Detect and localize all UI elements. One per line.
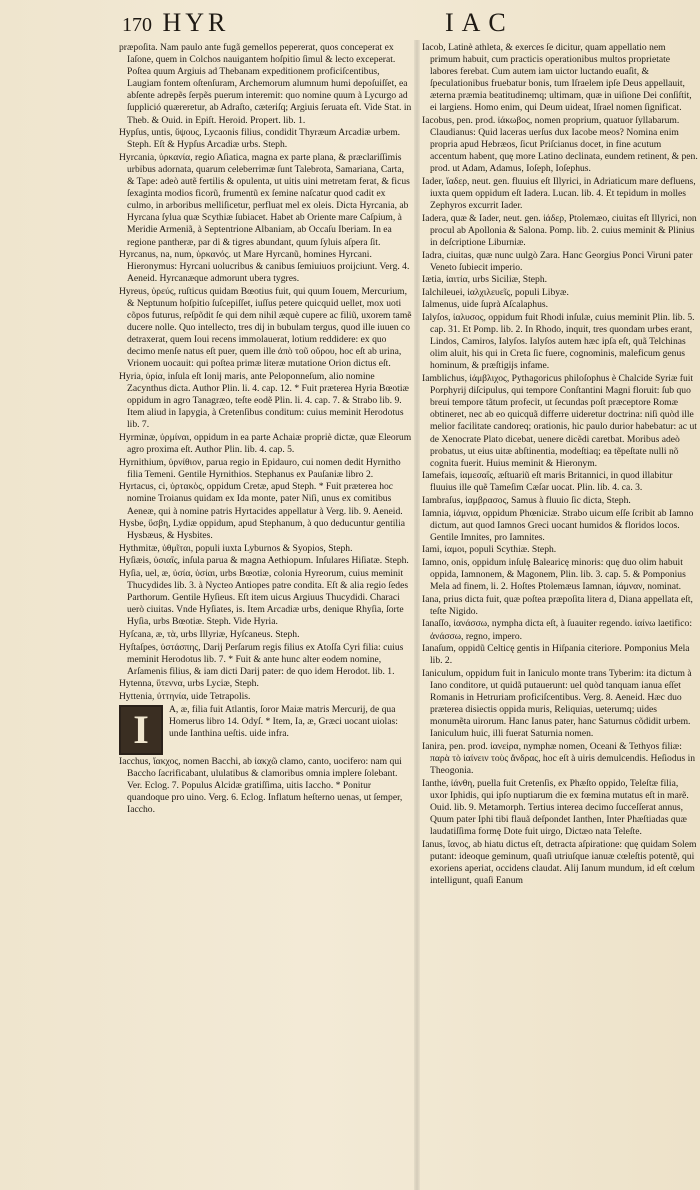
dictionary-entry [119,152,413,249]
dictionary-entry [119,691,413,703]
entry-text: Hytenna, ὕτεννα, urbs Lyciæ, Steph. [119,678,259,690]
dictionary-entry [422,274,698,286]
decorated-initial [119,705,163,755]
entry-text: Iamnia, ἰάμνια, oppidum Phœniciæ. Strabo uicum eſſe ſcribit ab Iamno dictum, aut quod Iamnos Greci uocant humidos & floridos locos. Gentile Imnites, pro Iamnites. [422,507,694,543]
dictionary-entry [422,213,698,249]
dictionary-entry [422,495,698,507]
page-number: 170 [122,14,152,36]
dictionary-entry [422,668,698,741]
running-head-left-word: HYR [162,8,230,37]
dictionary-entry [119,518,413,542]
entry-text: Ianiculum, oppidum fuit in Ianiculo monte trans Tyberim: ita dictum à Iano conditore, ut quidã putauerunt: uel quòd tanquam ianua eſſet Romanis in Hetruriam proficiſcentibus. Verg. 8. Aeneid. Hæc duo præterea disiectis oppida muris, Reliquias, ueterumq; uides monumẽta uirorum. Hanc Ianus pater, hanc Saturnus cõdidit urbem. Ianiculum huic, illi fuerat Saturnia nomen. [422,667,692,740]
entry-text: Hyria, ὑρία, inſula eſt Ionij maris, ante Peloponneſum, alio nomine Zacynthus dicta. Author Plin. li. 4. cap. 12. * Fuit præterea Hyria Bœotiæ oppidum in agro Tanagræo, teſte eodẽ Plin. li. 4. cap. 7. & Strabo lib. 9. Item aliud in Iapygia, à Cretenſibus conditum: cuius meminit Herodotus lib. 7. [119,371,409,431]
dictionary-entry [422,115,698,175]
dictionary-entry [119,432,413,456]
entry-text: præpoſita. Nam paulo ante fugã gemellos pepererat, quos conceperat ex Iaſone, quem in Colchos nauigantem hoſpitio ſimul & lecto exceperat. Poſtea quum Argiuis ad Thebanam expeditionem proficiſcentibus, Laugiam fontem oſtenſuram, Archemorum alumnum humi depoſuiſſet, ea abſente adrepẽs ſerpẽs puerum interemit: quo nomine quum à Lycurgo ad ſupplició quæreretur, ab Adraſto, cæteriſq; Argiuis ſeruata eſt. Vide Stat. in Theb. & Ouid. in Epiſt. Heroid. Propert. lib. 1. [119,42,412,126]
dictionary-entry [119,481,413,517]
column-gutter [414,40,420,1190]
entry-text: Hythmitæ, ὑθμῖται, populi iuxta Lyburnos & Syopios, Steph. [119,542,353,554]
entry-text: Ialyſos, ἰαλυσος, oppidum fuit Rhodi inſulæ, cuius meminit Plin. lib. 5. cap. 31. Et Pomp. lib. 2. In Rhodo, inquit, tres quondam urbes erant, Lindos, Camiros, Ialyſos. Ialyſos autem hæc ipſa eſt, quã Telchinas olim aluit, his qui in Creta ſic fuere, cognominis, maleficum genus hominum, & præſtigijs infame. [422,312,695,372]
entry-text: Hyrcania, ὑρκανία, regio Aſiatica, magna ex parte plana, & præclariſſimis urbibus adornata, quarum celeberrimæ ſunt Talebrota, Samariana, Carta, & Tape: adeò autẽ fertilis & opulenta, ut uitis uini metretam ferat, & ficus ſexaginta modios ficorũ, frumentũ ex ſemine naſcatur quod cadit ex culmo, in arboribus melliſicetur, perfluat mel ex oleis. Dicta Hyrcania, ab Hyrcana ſylua quæ Scythiæ ſubiacet. Habet ab Oriente mare Caſpium, à Meridie Armeniã, à Septentrione Albaniam, ab Occaſu Iberiam. In ea regione pantheræ, par di & tigres abundant, quum ſyluis aſpera ſit. [119,151,410,248]
left-column [119,42,413,1178]
entry-text: Hyſiæis, ὑσιαΐς, inſula parua & magna Aethiopum. Inſulares Hiſiatæ. Steph. [119,555,409,567]
entry-text: Hyrtacus, ci, ὑρτακὸς, oppidum Cretæ, apud Steph. * Fuit præterea hoc nomine Troianus quidam ex Ida monte, pater Niſi, unus ex comitibus Aeneæ, qui à nomine patris Hyrtacides appellatur à Verg. lib. 9. Aeneid. [119,481,403,517]
entry-text: Iacob, Latinè athleta, & exerces ſe dicitur, quam appellatio nem primum habuit, cum practicis operationibus multos proprietate labores ferebat. Cum autem iam uictor luctando euaſit, & ſpeculationibus fruebatur bonis, tum Iſraelem ipſe Deus appellauit, æterna præmia beatitudinemq; ultimam, quæ in uiſione Dei conſiſtit, ei largiens. Homo enim, qui Deum uideat, Iſrael nomen ſignificat. [422,42,692,114]
entry-text: Iamefais, ἰαμεσαΐς, æſtuariũ eſt maris Britannici, in quod illabitur fluuius ille quẽ Tameſim Cæſar uocat. Plin. lib. 4. ca. 3. [422,470,673,494]
dictionary-entry [422,250,698,274]
dictionary-entry [119,457,413,481]
dictionary-entry [119,249,413,285]
entry-text: Hyſtaſpes, ὑστάσπης, Darij Perſarum regis filius ex Atoſſa Cyri filia: cuius meminit Herodotus lib. 7. * Fuit & ante hunc alter eodem nomine, Arſamenis filius, & iam dicti Darij pater: de quo idem Herodot. lib. 1. [119,641,404,677]
entry-text: Iacchus, ἴακχος, nomen Bacchi, ab ἰακχῶ clamo, canto, uocifero: nam qui Baccho ſacrificabant, ululatibus & clamoribus omnia implere ſolebant. Ver. Eclog. 7. Populus Alcidæ gratiſſima, uitis Iaccho. * Ponitur quandoque pro uino. Verg. 6. Eclog. Inflatum heſterno uenas, ut ſemper, Iaccho. [119,756,403,816]
dictionary-entry [119,555,413,567]
entry-text: Ianira, pen. prod. ἰανείρα, nymphæ nomen, Oceani & Tethyos filiæ: παρὰ τὸ ἰαίνειν τοὺς ἄνδρας, hoc eſt à uiris demulcendis. Heſiodus in Theogonia. [422,740,696,777]
dictionary-entry [422,594,698,618]
dictionary-entry [422,508,698,544]
dictionary-entry [422,176,698,212]
entry-text: Ianaſum, oppidũ Celticę gentis in Hiſpania citeriore. Pomponius Mela lib. 2. [422,643,690,667]
dictionary-entry [119,371,413,431]
dictionary-entry [119,756,413,816]
dictionary-entry [422,312,698,372]
entry-text: Hyrminæ, ὑρμίναι, oppidum in ea parte Achaiæ propriè dictæ, quæ Eleorum agro proxima eſt. Author Plin. lib. 4. cap. 5. [119,432,412,456]
entry-text: Ialchileuei, ἰαλχιλευεῖς, populi Libyæ. [422,286,569,298]
entry-text: Ianthe, ἰάνθη, puella fuit Cretenſis, ex Phæſto oppido, Teleſtæ filia, uxor Iphidis, qui ipſo nuptiarum die ex fœmina mutatus eſt in marẽ. Ouid. lib. 9. Metamorph. Tertius interea decimo ſucceſſerat annus, Quum pater Iphi tibi flauã deſpondet Ianthen, Inter Phæſtiadas quæ laudatiſſima formę Dote fuit uirgo, Dictæo nata Teleſte. [422,777,689,837]
entry-text: A, æ, filia fuit Atlantis, ſoror Maiæ matris Mercurij, de qua Homerus libro 14. Odyſ. * Item, Ia, æ, Græci uocant uiolas: unde Ianthina ueſtis. uide infra. [169,703,398,739]
dictionary-entry [422,42,698,115]
running-head-left [122,10,229,36]
entry-text: Hyrnithium, ὑρνίθιον, parua regio in Epidauro, cui nomen dedit Hyrnitho filia Temeni. Gentile Hyrnithios. Stephanus ex Pauſaniæ libro 2. [119,456,401,480]
dictionary-entry [422,373,698,470]
decorated-initial-letter: I [133,706,149,752]
entry-text: Iadera, quæ & Iader, neut. gen. ἰάδερ, Ptolemæo, ciuitas eſt Illyrici, non procul ab Apollonia & Salona. Pomp. lib. 2. cuius meminit & Plinius in deſcriptione Liburniæ. [422,212,697,248]
entry-text: Hyrcanus, na, num, ὑρκανός. ut Mare Hyrcanũ, homines Hyrcani. Hieronymus: Hyrcani uolucribus & canibus ſemiuiuos proijciunt. Verg. 4. Aeneid. Hyrcanæque admorunt ubera tygres. [119,249,410,285]
entry-text: Hypſus, untis, ὕψους, Lycaonis filius, condidit Thyræum Arcadiæ urbem. Steph. Eſt & Hypſus Arcadiæ urbs. Steph. [119,127,401,151]
entry-text: Hyſia, uel, æ, ὑσία, ὑσίαι, urbs Bœotiæ, colonia Hyreorum, cuius meminit Thucydides lib. 3. à Nycteo Antiopes patre condita. Eſt & alia regio ſedes Parthorum. Gentile Hyſieus. Eſt item uicus Argiuus Thucydidi. Characi uerò ciuitas. Vnde Hyſiates, is. Item Arcadiæ urbs, denique Rhyſia, ſorte Hyſia, urbs Bœotiæ. Steph. Vide Hyria. [119,568,409,628]
entry-text: Iadra, ciuitas, quæ nunc uulgò Zara. Hanc Georgius Ponci Viruni pater Veneto ſubiecit imperio. [422,249,693,273]
entry-text: Iader, ἴαδερ, neut. gen. fluuius eſt Illyrici, in Adriaticum mare defluens, iuxta quem oppidum eſt Iadera. Lucan. lib. 4. Et tepidum in molles Zephyros excurrit Iader. [422,176,696,212]
dictionary-entry [422,618,698,642]
dictionary-entry [422,299,698,311]
entry-text: Hysbe, ὕσβη, Lydiæ oppidum, apud Stephanum, à quo deducuntur gentilia Hysbæus, & Hysbites. [119,518,406,542]
dictionary-entry [119,678,413,690]
entry-text: Iamno, onis, oppidum inſulę Balearicę minoris: quę duo olim habuit oppida, Iamnonem, & Magonem, Plin. lib. 3. cap. 5. & Pomponius Mela ad finem, li. 2. Hoſtes Ptolemæus Iamnan, ἰάμναν, nominat. [422,556,686,593]
dictionary-entry [422,544,698,556]
dictionary-entry [422,470,698,494]
entry-text: Ianaſſo, ἰανάσσω, nympha dicta eſt, à ſuauiter regendo. ἰαίνω laetifico: ἀνάσσω, regno, impero. [422,618,692,642]
dictionary-entry [422,287,698,299]
dictionary-entry [422,778,698,838]
entry-text: Ialmenus, uide ſuprà Aſcalaphus. [422,299,549,311]
right-column [422,42,698,1178]
dictionary-entry [422,839,698,887]
dictionary-entry [119,704,413,756]
entry-text: Iacobus, pen. prod. ἰάκωβος, nomen proprium, quatuor ſyllabarum. Claudianus: Quid laceras uerſus dux Iacobe meos? Nomina enim propria apud Hebræos, ſicut Priſcianus docet, in fine acutum accentum habent, quę more Latino declinata, eundem retinent, & pen. prod. ut Adam, Adamus, Ioſeph, Ioſephus. [422,115,698,175]
dictionary-entry [119,568,413,628]
entry-text: Iamblichus, ἰάμβλιχος, Pythagoricus philoſophus è Chalcide Syriæ fuit Porphyrij diſcipulus, qui tempore Conſtantini Magni floruit: ſub quo breui tempore tãtum profecit, ut ſecundas poſt præceptore Romæ obtineret, nec ab eo quicquã differre uideretur doctrina: niſi quòd ille melior facilitate candoreq; orationis, hic paulo durior habebatur: ac ut de Xenocrate Plato dicebat, uenere dicẽdi caretbat. Moribus adeò probatus, ut eius uitæ abſtinentia, modeſtiaq; ea tẽpeſtate nulli nõ cognita fuerit. Huius meminit & Hieronym. [422,373,697,469]
dictionary-entry [422,557,698,593]
entry-text: Iambraſus, ἰαμβρασος, Samus à fluuio ſic dicta, Steph. [422,494,631,506]
entry-text: Ianus, ἴανος, ab hiatu dictus eſt, detracta aſpiratione: quę quidam Solem putant: ideoque geminum, quaſi utriuſque ianuæ cœleſtis potentẽ, qui exoriens aperiat, occidens claudat. Alij Ianum mundum, id eſt cœlum intelligunt, quaſi Eanum [422,838,697,886]
entry-text: Hyttenia, ὑττηνία, uide Tetrapolis. [119,690,251,702]
dictionary-entry [422,643,698,667]
entry-text: Iana, prius dicta fuit, quæ poſtea præpoſita litera d, Diana appellata eſt, teſte Nigido. [422,593,693,617]
entry-text: Iætia, ἰαιτία, urbs Siciliæ, Steph. [422,274,548,286]
dictionary-entry [119,543,413,555]
dictionary-entry [422,741,698,777]
dictionary-entry [119,642,413,678]
running-head-right: IAC [445,8,514,37]
dictionary-entry [119,42,413,127]
entry-text: Hyreus, ὑρεύς, ruſticus quidam Bœotius fuit, qui quum Iouem, Mercurium, & Neptunum hoſpitio ſuſcepiſſet, iuſſus petere quicquid uellet, mox uoti cõpos futurus, reſpõdit ſe qui dem nihil æquè cupere ac filiũ, uxorem tamẽ ducere nolle. Quo intellecto, tres dij in bubulam tergus, quod ille iuuen co detraxerat, quem Ioui recens immolauerat, lotium reddidere: ex quo decimo menſe natus eſt puer, quem ille ἀπὸ τοῦ οὔρου, hoc eſt ab urina, Vrionem uocauit: qui poſtea primæ literæ mutatione Orion dictus eſt. [119,285,412,370]
dictionary-entry [119,629,413,641]
dictionary-entry [119,127,413,151]
dictionary-entry [119,286,413,371]
entry-text: Iami, ἰαμοι, populi Scythiæ. Steph. [422,544,557,556]
entry-text: Hyſcana, æ, τὰ, urbs Illyriæ, Hyſcaneus. Steph. [119,629,300,640]
